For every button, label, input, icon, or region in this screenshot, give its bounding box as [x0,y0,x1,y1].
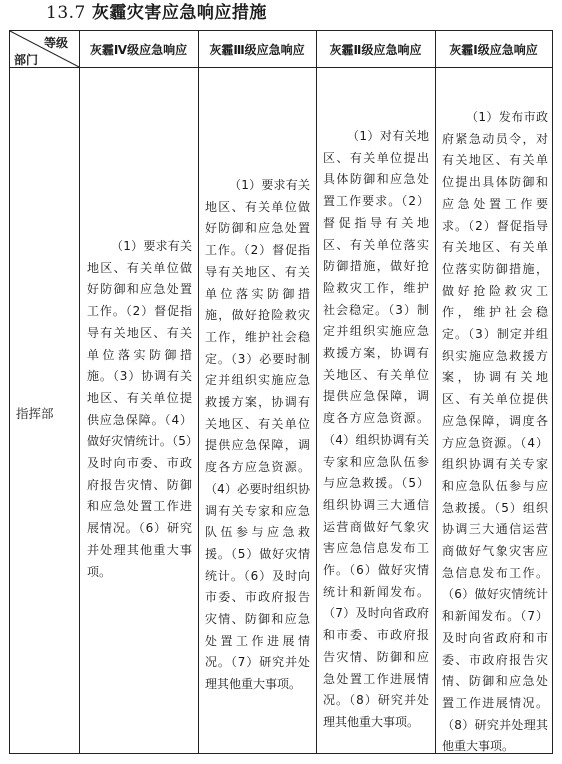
table-cell-level-1: （1）发布市政府紧急动员令，对有关地区、有关单位提出具体防御和应急处置工作要求。（2）督促指导有关地区、有关单位落实防御措施，做好抢险救灾工作，维护社会稳定。（3）制定并组织实施应急救援方案，协调有关地区、有关单位提供应急保障，调度各方应急资源。（4）组织协调有关专家和应急队伍参与应急救援。（5）组织协调三大通信运营商做好气象灾害应急信息发布工作。（6）做好灾情统计和新闻发布。（7）及时向省政府和市委、市政府报告灾情、防御和应急处置工作进展情况。（8）研究并处理其他重大事项。 [442,110,548,754]
table-cell-level-2: （1）对有关地区、有关单位提出具体防御和应急处置工作要求。（2）督促指导有关地区、有关单位落实防御措施，做好抢险救灾工作，维护社会稳定。（3）制定并组织实施应急救援方案，协调有关地区、有关单位提供应急保障，调度各方应急资源。（4）组织协调有关专家和应急队伍参与应急救援。（5）组织协调三大通信运营商做好气象灾害应急信息发布工作。（6）做好灾情统计和新闻发布。（7）及时向省政府和市委、市政府报告灾情、防御和应急处置工作进展情况。（8）研究并处理其他重大事项。 [323,129,429,729]
column-divider [198,31,199,753]
table-cell-level-4: （1）要求有关地区、有关单位做好防御和应急处置工作。（2）督促指导有关地区、有关单位落实防御措施。（3）协调有关地区、有关单位提供应急保障。（4）做好灾情统计。（5）及时向市委、市政府报告灾情、防御和应急处置工作进展情况。（6）研究并处理其他重大事项。 [87,239,192,579]
header-divider [10,67,552,68]
column-divider [79,31,80,753]
section-number: 13.7 [46,3,86,23]
corner-label-level: 等级 [44,36,69,50]
table-cell-level-3: （1）要求有关地区、有关单位做好防御和应急处置工作。（2）督促指导有关地区、有关单位落实防御措施，做好抢险救灾工作，维护社会稳定。（3）必要时制定并组织实施应急救援方案，协调有关地区、有关单位提供应急保障，调度各方应急资源。（4）必要时组织协调有关专家和应急队伍参与应急救援。（5）做好灾情统计。（6）及时向市委、市政府报告灾情、防御和应急处置工作进展情况。（7）研究并处理其他重大事项。 [205,178,310,692]
section-title-text: 灰霾灾害应急响应措施 [91,3,267,23]
column-header-level-4: 灰霾Ⅳ级应急响应 [89,43,188,57]
column-divider [435,31,436,753]
response-measures-table [9,30,553,754]
corner-label-department: 部门 [14,53,39,67]
column-header-level-1: 灰霾Ⅰ级应急响应 [449,43,538,57]
department-name: 指挥部 [16,406,54,421]
column-header-level-3: 灰霾Ⅲ级应急响应 [209,43,305,57]
column-divider [316,31,317,753]
column-header-level-2: 灰霾Ⅱ级应急响应 [329,43,422,57]
section-title [46,2,267,24]
